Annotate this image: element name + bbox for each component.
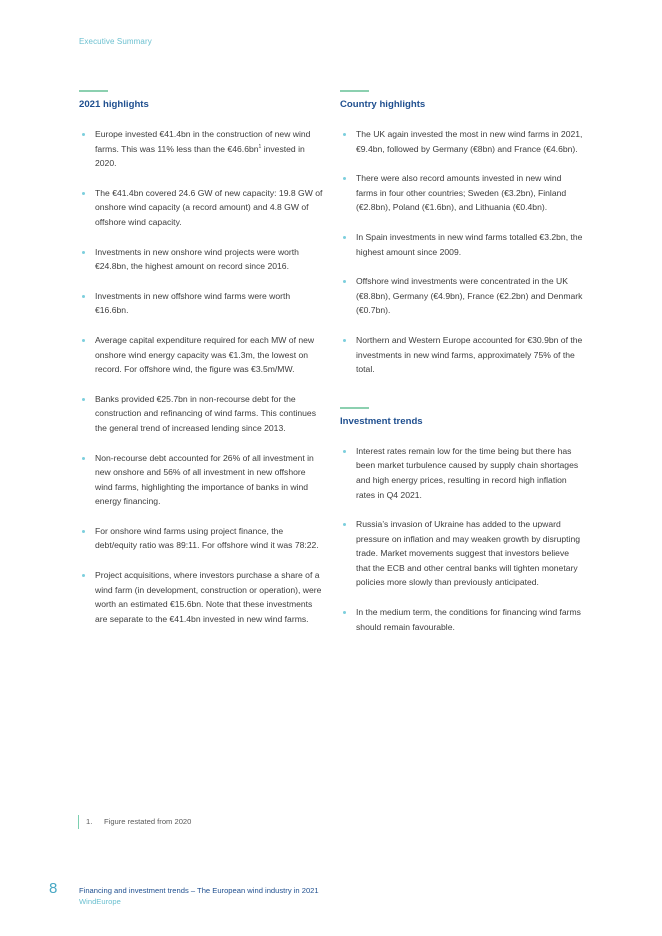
list-item bbox=[79, 392, 324, 436]
list-item-text: Russia’s invasion of Ukraine has added to the upward pressure on inflation and may weaken growth by disrupting trade. Market movements suggest that investors believe that the ECB and other central banks will tighten monetary policies more slowly than previously anticipated. bbox=[356, 519, 581, 588]
bullet-icon bbox=[343, 280, 346, 283]
bullet-icon bbox=[82, 574, 85, 577]
bullet-icon bbox=[343, 523, 346, 526]
list-item-text: There were also record amounts invested in new wind farms in four other countries; Sweden (€3.2bn), Finland (€2.8bn), Poland (€1.6bn), and Lithuania (€0.4bn). bbox=[356, 173, 567, 213]
trends-section bbox=[340, 407, 585, 635]
list-item bbox=[79, 333, 324, 377]
list-item-text: Investments in new offshore wind farms were worth €16.6bn. bbox=[95, 290, 291, 316]
bullet-icon bbox=[82, 133, 85, 136]
bullet-icon bbox=[82, 530, 85, 533]
list-item bbox=[340, 230, 585, 259]
list-item-text: Non-recourse debt accounted for 26% of all investment in new onshore and 56% of all investment in new offshore wind farms, highlighting the importance of banks in wind energy financing. bbox=[95, 452, 314, 507]
list-item bbox=[340, 171, 585, 215]
section-title-country: Country highlights bbox=[340, 99, 426, 110]
list-item-text: Europe invested €41.4bn in the construction of new wind farms. This was 11% less than the €46.6bn bbox=[95, 129, 311, 154]
list-item bbox=[340, 333, 585, 377]
list-item-text: In Spain investments in new wind farms totalled €3.2bn, the highest amount since 2009. bbox=[356, 231, 583, 257]
bullet-icon bbox=[343, 450, 346, 453]
footer-title: Financing and investment trends – The European wind industry in 2021 bbox=[79, 886, 319, 895]
list-item bbox=[79, 186, 324, 230]
list-item bbox=[340, 444, 585, 502]
trends-list bbox=[340, 444, 585, 635]
section-rule bbox=[340, 90, 369, 92]
bullet-icon bbox=[343, 339, 346, 342]
list-item bbox=[79, 245, 324, 274]
list-item bbox=[79, 451, 324, 509]
list-item-text: Banks provided €25.7bn in non-recourse debt for the construction and refinancing of wind farms. This continues the general trend of increased lending since 2013. bbox=[95, 393, 317, 433]
list-item-text: Offshore wind investments were concentrated in the UK (€8.8bn), Germany (€4.9bn), France (€2.2bn) and Denmark (€0.7bn). bbox=[356, 276, 583, 316]
bullet-icon bbox=[82, 192, 85, 195]
list-item bbox=[340, 517, 585, 590]
bullet-icon bbox=[82, 457, 85, 460]
list-item-text: In the medium term, the conditions for financing wind farms should remain favourable. bbox=[356, 607, 581, 632]
country-section bbox=[340, 90, 585, 377]
list-item bbox=[340, 274, 585, 318]
country-list bbox=[340, 127, 585, 377]
page-number: 8 bbox=[49, 880, 58, 897]
list-item-text: Northern and Western Europe accounted for €30.9bn of the investments in new wind farms, approximately 75% of the total. bbox=[356, 334, 583, 375]
footnote bbox=[78, 815, 191, 829]
bullet-icon bbox=[343, 611, 346, 614]
bullet-icon bbox=[343, 236, 346, 239]
section-rule bbox=[79, 90, 108, 92]
bullet-icon bbox=[343, 133, 346, 136]
list-item bbox=[79, 127, 324, 171]
section-title-highlights: 2021 highlights bbox=[79, 99, 149, 110]
bullet-icon bbox=[82, 398, 85, 401]
list-item-text: The €41.4bn covered 24.6 GW of new capacity: 19.8 GW of onshore wind capacity (a record amount) and 4.8 GW of offshore wind capacity. bbox=[95, 187, 323, 227]
highlights-list bbox=[79, 127, 324, 626]
bullet-icon bbox=[82, 251, 85, 254]
bullet-icon bbox=[82, 295, 85, 298]
list-item-text: Interest rates remain low for the time being but there has been market turbulence caused by supply chain shortages and high energy prices, resulting in record high inflation rates in Q4 2021. bbox=[356, 445, 579, 500]
list-item bbox=[340, 605, 585, 634]
footnote-number: 1. bbox=[86, 817, 93, 826]
running-head: Executive Summary bbox=[79, 37, 152, 46]
right-column bbox=[340, 90, 585, 664]
section-title-trends: Investment trends bbox=[340, 415, 423, 427]
bullet-icon bbox=[343, 177, 346, 180]
list-item bbox=[79, 289, 324, 318]
bullet-icon bbox=[82, 339, 85, 342]
list-item bbox=[79, 568, 324, 626]
list-item-text: Average capital expenditure required for each MW of new onshore wind energy capacity was €1.3m, the lowest on record. For offshore wind, the figure was €3.5m/MW. bbox=[95, 334, 315, 375]
list-item bbox=[340, 127, 585, 156]
list-item-text: The UK again invested the most in new wind farms in 2021, €9.4bn, followed by Germany (€8bn) and France (€4.6bn). bbox=[356, 129, 583, 154]
footer-org: WindEurope bbox=[79, 897, 121, 906]
section-rule bbox=[340, 407, 369, 409]
list-item bbox=[79, 524, 324, 553]
footnote-ref: 1 bbox=[258, 143, 262, 150]
left-column bbox=[79, 90, 324, 656]
list-item-text-tail: invested in 2020. bbox=[95, 143, 305, 169]
footnote-text: Figure restated from 2020 bbox=[104, 817, 192, 826]
list-item-text: Investments in new onshore wind projects were worth €24.8bn, the highest amount on record since 2016. bbox=[95, 246, 299, 272]
highlights-section bbox=[79, 90, 324, 626]
list-item-text: For onshore wind farms using project finance, the debt/equity ratio was 89:11. For offshore wind it was 78:22. bbox=[95, 525, 319, 551]
list-item-text: Project acquisitions, where investors purchase a share of a wind farm (in development, construction or operation), were worth an estimated €15.6bn. Note that these investments are separate to the €41.4bn invested in new wind farms. bbox=[95, 570, 322, 624]
